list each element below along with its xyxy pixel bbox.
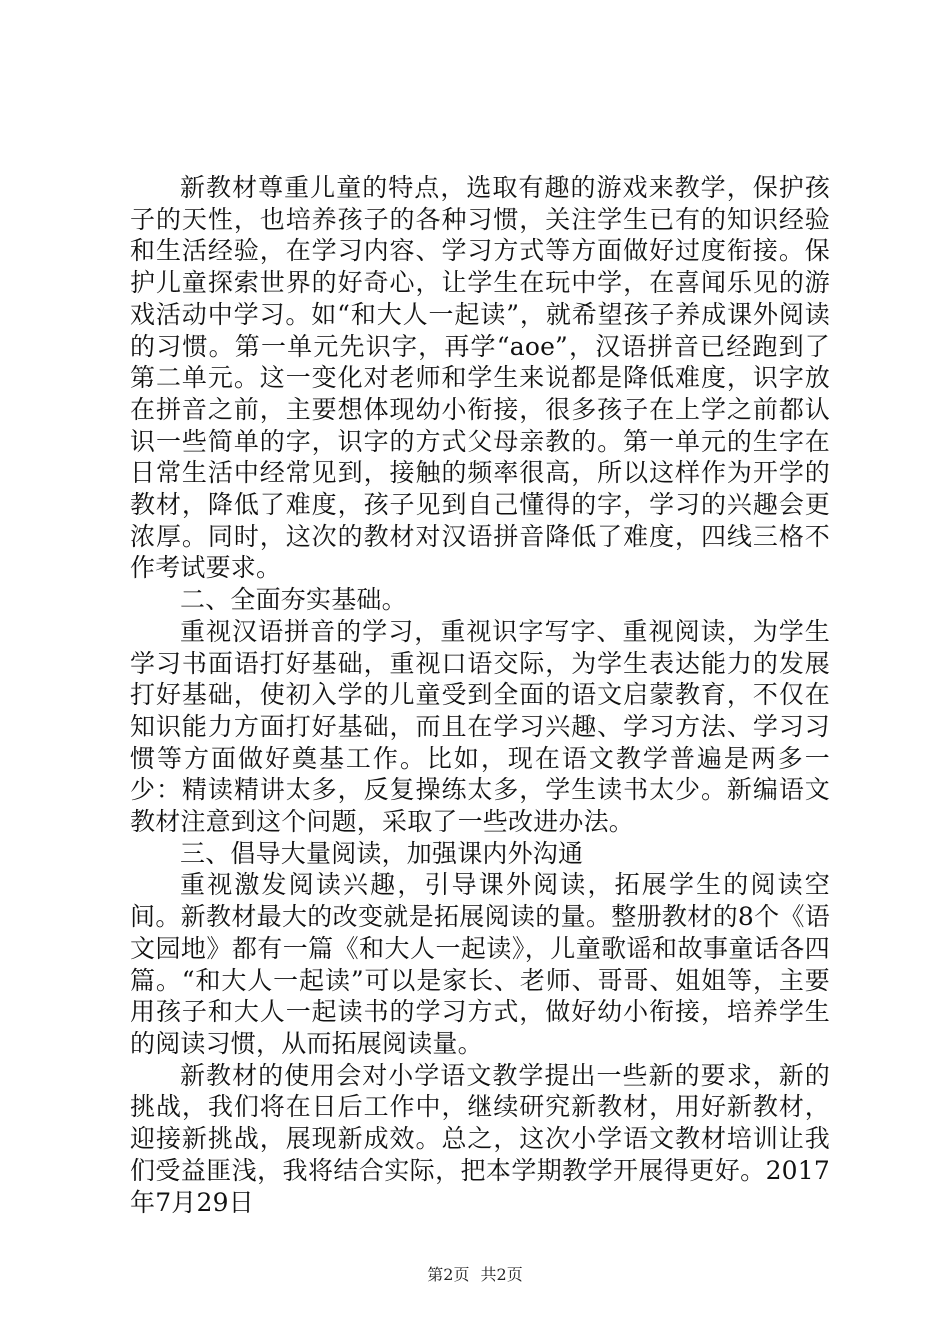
paragraph-foundation: 重视汉语拼音的学习，重视识字写字、重视阅读，为学生学习书面语打好基础，重视口语交际，为学生表达能力的发展打好基础，使初入学的儿童受到全面的语文启蒙教育，不仅在知识能力方面打好基础，而且在学习兴趣、学习方法、学习习惯等方面做好奠基工作。比如，现在语文教学普遍是两多一少：精读精讲太多，反复操练太多，学生读书太少。新编语文教材注意到这个问题，采取了一些改进办法。 xyxy=(130,616,830,837)
paragraph-curriculum-features: 新教材尊重儿童的特点，选取有趣的游戏来教学，保护孩子的天性，也培养孩子的各种习惯，关注学生已有的知识经验和生活经验，在学习内容、学习方式等方面做好过度衔接。保护儿童探索世界的好奇心，让学生在玩中学，在喜闻乐见的游戏活动中学习。如“和大人一起读”，就希望孩子养成课外阅读的习惯。第一单元先识字，再学“aoe”，汉语拼音已经跑到了第二单元。这一变化对老师和学生来说都是降低难度，识字放在拼音之前，主要想体现幼小衔接，很多孩子在上学之前都认识一些简单的字，识字的方式父母亲教的。第一单元的生字在日常生活中经常见到，接触的频率很高，所以这样作为开学的教材，降低了难度，孩子见到自己懂得的字，学习的兴趣会更浓厚。同时，这次的教材对汉语拼音降低了难度，四线三格不作考试要求。 xyxy=(130,173,830,583)
paragraph-conclusion: 新教材的使用会对小学语文教学提出一些新的要求，新的挑战，我们将在日后工作中，继续研究新教材，用好新教材，迎接新挑战，展现新成效。总之，这次小学语文教材培训让我们受益匪浅，我将结合实际，把本学期教学开展得更好。2017年7月29日 xyxy=(130,1060,830,1217)
section-heading-reading: 三、倡导大量阅读，加强课内外沟通 xyxy=(180,838,584,868)
paragraph-reading: 重视激发阅读兴趣，引导课外阅读，拓展学生的阅读空间。新教材最大的改变就是拓展阅读的量。整册教材的8个《语文园地》都有一篇《和大人一起读》，儿童歌谣和故事童话各四篇。“和大人一起读”可以是家长、老师、哥哥、姐姐等，主要用孩子和大人一起读书的学习方式，做好幼小衔接，培养学生的阅读习惯，从而拓展阅读量。 xyxy=(130,870,830,1058)
page-total: 共2页 xyxy=(480,1265,523,1284)
document-body xyxy=(130,172,830,1218)
page-number: 第2页 xyxy=(427,1265,470,1284)
section-heading-foundation: 二、全面夯实基础。 xyxy=(180,585,407,615)
page-footer xyxy=(0,1265,950,1285)
